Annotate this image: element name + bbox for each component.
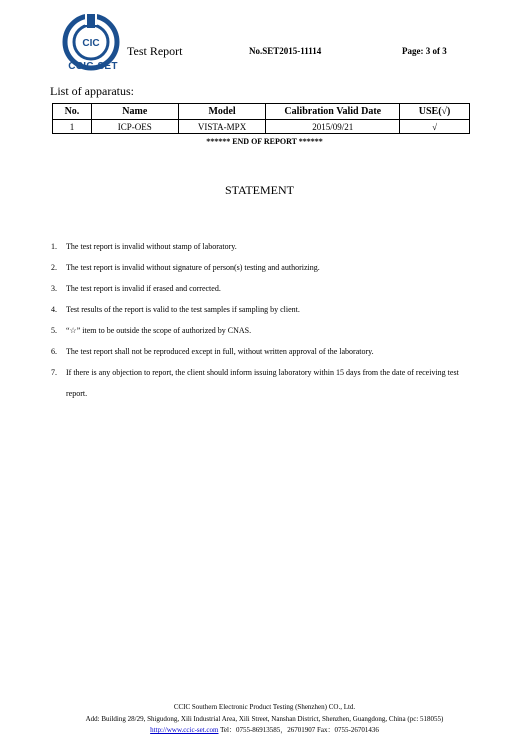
cell-name: ICP-OES [91,120,178,134]
report-number: No.SET2015-11114 [249,46,322,56]
end-of-report: ****** END OF REPORT ****** [206,137,323,146]
item-number: 5. [51,326,57,335]
list-item [51,236,476,257]
list-item [51,320,476,341]
item-text: Test results of the report is valid to the test samples if sampling by client. [66,305,300,314]
apparatus-title: List of apparatus: [50,84,134,98]
item-text: The test report shall not be reproduced except in full, without written approval of the laboratory. [66,347,374,356]
item-number: 7. [51,368,57,377]
page-indicator: Page: 3 of 3 [402,46,447,56]
logo-inner-text: CIC [82,38,100,49]
col-calibration-date: Calibration Valid Date [266,104,400,120]
item-number: 3. [51,284,57,293]
list-item [51,341,476,362]
list-item [51,278,476,299]
col-no: No. [53,104,92,120]
table-header-row [53,104,470,120]
item-number: 2. [51,263,57,272]
item-text: The test report is invalid without stamp of laboratory. [66,242,237,251]
cell-no: 1 [53,120,92,134]
cell-model: VISTA-MPX [178,120,266,134]
item-text: If there is any objection to report, the client should inform issuing laboratory within 15 days from the date of receiving test report. [66,368,459,398]
footer-contact: Tel：0755-86913585，26701907 Fax：0755-26701436 [220,726,379,734]
item-text: The test report is invalid without signature of person(s) testing and authorizing. [66,263,320,272]
footer-address: Add: Building 28/29, Shigudong, Xili Industrial Area, Xili Street, Nanshan District, Shenzhen, Guangdong, China (pc: 518055) [85,715,444,723]
item-number: 1. [51,242,57,251]
website-link[interactable]: http://www.ccic-set.com [150,726,219,734]
list-item [51,362,476,404]
apparatus-table [52,103,470,134]
item-text: “☆” item to be outside the scope of authorized by CNAS. [66,326,252,335]
footer-contact-line [0,725,529,736]
report-title: Test Report [127,44,183,58]
col-use: USE(√) [400,104,470,120]
table-row [53,120,470,134]
cell-use: √ [400,120,470,134]
cell-calibration-date: 2015/09/21 [266,120,400,134]
item-number: 6. [51,347,57,356]
item-number: 4. [51,305,57,314]
statement-list [51,236,476,404]
list-item [51,257,476,278]
col-name: Name [91,104,178,120]
list-item [51,299,476,320]
footer-company: CCIC Southern Electronic Product Testing (Shenzhen) CO., Ltd. [173,703,356,711]
statement-title: STATEMENT [224,183,295,197]
logo-text: CCIC-SET [68,61,118,72]
col-model: Model [178,104,266,120]
item-text: The test report is invalid if erased and corrected. [66,284,221,293]
